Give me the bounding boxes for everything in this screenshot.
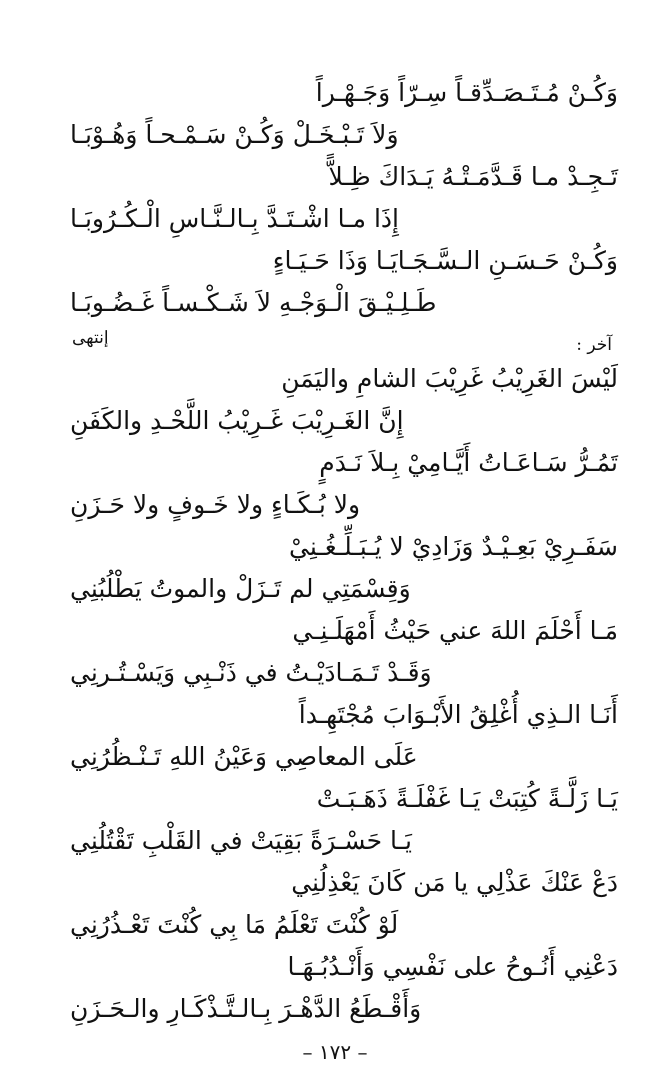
- poem2-line-8: وَقَـدْ تَـمَـادَيْـتُ في ذَنْـبِي وَيَسْـتُـرنِي: [70, 658, 432, 687]
- poem2-line-4: ولا بُـكَـاءٍ ولا خَـوفٍ ولا حَـزَنِ: [70, 490, 361, 519]
- poem2-line-14: لَوْ كُنْتَ تَعْلَمُ مَا بِي كُنْتَ تَعْـذُرُنِي: [70, 910, 399, 939]
- poem1-line-5: وَكُـنْ حَـسَـنِ الـسَّـجَـايَـا وَذَا حَـيَـاءٍ: [272, 246, 618, 275]
- poem2-line-10: عَلَى المعاصِي وَعَيْنُ اللهِ تَـنْـظُرُنِي: [70, 742, 418, 771]
- poem2-line-6: وَقِسْمَتِي لم تَـزَلْ والموتُ يَطْلُبُنِي: [70, 574, 411, 603]
- section-label: آخر :: [576, 335, 612, 355]
- end-mark: إنتهى: [72, 328, 109, 348]
- poem1-line-6: طَـلِـيْـقَ الْـوَجْـهِ لاَ شَـكْـسـاً غَـضُـوبَـا: [70, 288, 437, 317]
- poem1-line-2: وَلاَ تَـبْـخَـلْ وَكُـنْ سَـمْـحـاً وَهُـوْبَـا: [70, 120, 399, 149]
- poem1-line-4: إِذَا مـا اشْـتَـدَّ بِـالـنَّـاسِ الْـكُـرُوبَـا: [70, 204, 399, 233]
- poem2-line-12: يَـا حَسْـرَةً بَقِيَتْ في القَلْبِ تَقْتُلُنِي: [70, 826, 412, 855]
- poem2-line-15: دَعْنِي أَنُـوحُ على نَفْسِي وَأَنْـدُبُـهَـا: [287, 952, 618, 981]
- poem2-line-11: يَـا زَلَّـةً كُتِبَتْ يَـا غَفْلَـةً ذَهَـبَـتْ: [316, 784, 618, 813]
- poem2-line-2: إِنَّ الغَـرِيْبَ غَـرِيْبُ اللَّحْـدِ والكَفَنِ: [70, 406, 404, 435]
- poem2-line-3: تَمُـرُّ سَـاعَـاتُ أَيَّـامِيْ بِـلاَ نَـدَمٍ: [319, 448, 618, 477]
- poem2-line-13: دَعْ عَنْكَ عَذْلِي يا مَن كَانَ يَعْذِلُنِي: [291, 868, 618, 897]
- poem2-line-16: وَأَقْـطَعُ الدَّهْـرَ بِـالـتَّـذْكَـارِ والـحَـزَنِ: [70, 994, 422, 1023]
- poem2-line-1: لَيْسَ الغَرِيْبُ غَرِيْبَ الشامِ واليَمَنِ: [281, 364, 618, 393]
- poem2-line-7: مَـا أَحْلَمَ اللهَ عني حَيْثُ أَمْهَلَـنِـي: [292, 616, 618, 645]
- poem1-line-3: تَـجِـدْ مـا قَـدَّمَـتْـهُ يَـدَاكَ ظِـلاًّ: [328, 162, 618, 191]
- poem1-line-1: وَكُـنْ مُـتَـصَـدِّقـاً سِـرّاً وَجَـهْـراً: [315, 78, 618, 107]
- poem2-line-9: أَنَـا الـذِي أُغْلِقُ الأَبْـوَابَ مُجْتَهِـداً: [298, 700, 618, 729]
- poem2-line-5: سَفَـرِيْ بَعِـيْـدٌ وَزَادِيْ لا يُـبَـلِّـغُـنِيْ: [289, 532, 618, 561]
- page-number: – ١٧٢ –: [302, 1040, 368, 1064]
